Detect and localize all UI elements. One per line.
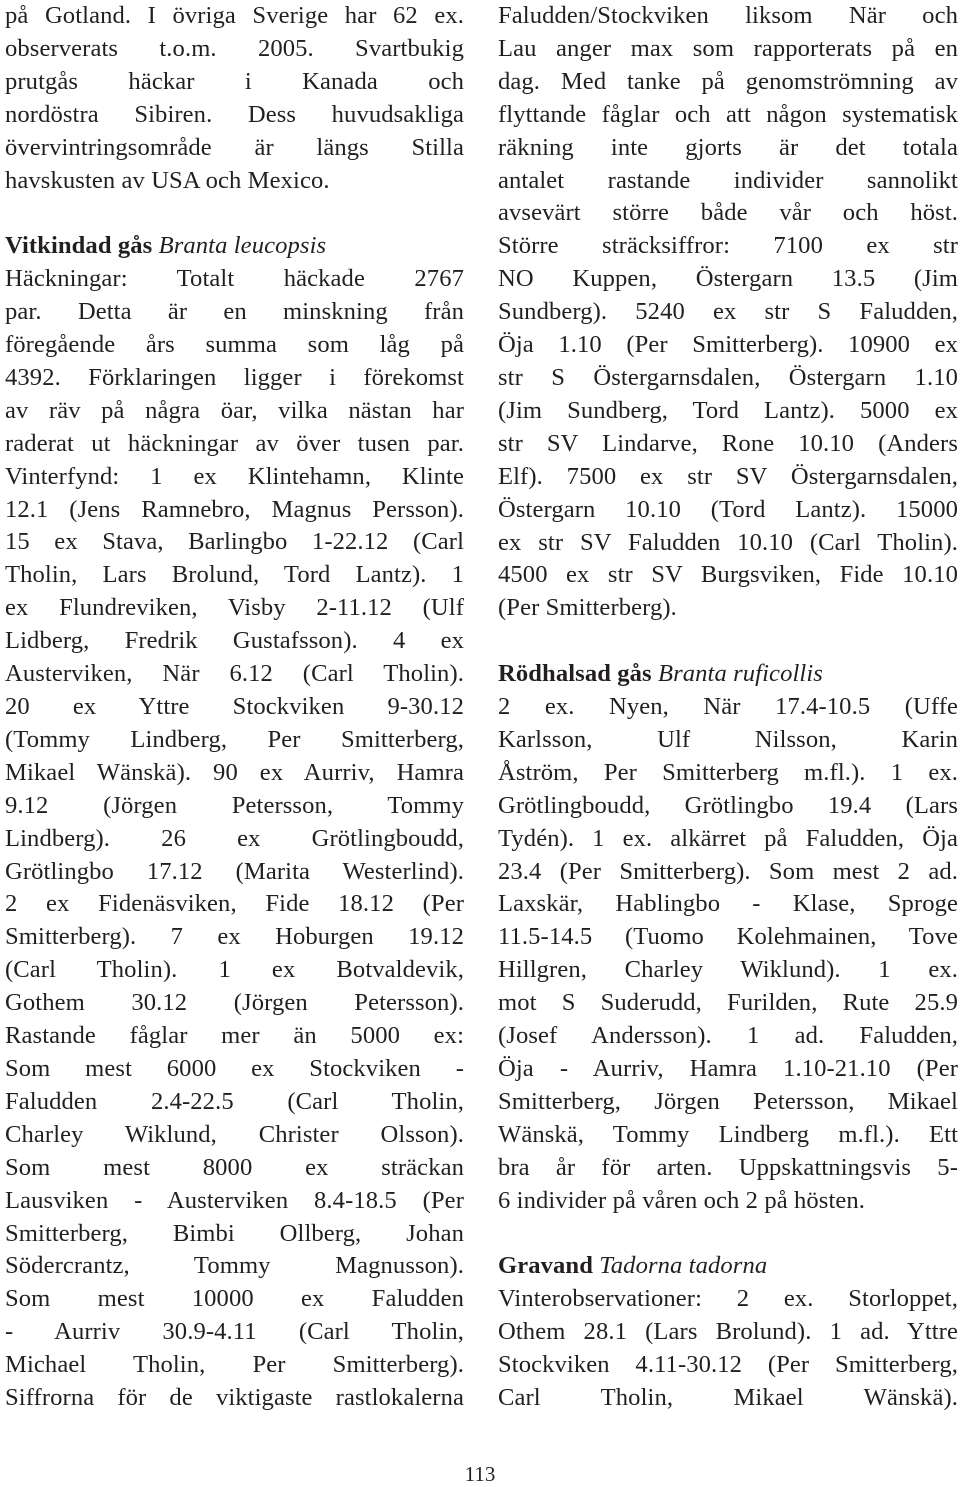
- text-line: Häckningar: Totalt häckade 2767: [5, 265, 464, 293]
- species-heading-gravand: [498, 1250, 958, 1283]
- text-line: 9.12 (Jörgen Petersson, Tommy: [5, 791, 464, 819]
- text-line: Faludden 2.4-22.5 (Carl Tholin,: [5, 1087, 464, 1115]
- text-line: Laxskär, Hablingbo - Klase, Sproge: [498, 890, 958, 918]
- text-line: Lidberg, Fredrik Gustafsson). 4 ex: [5, 627, 464, 655]
- text-line: föregående års summa som låg på: [5, 331, 464, 359]
- text-line: Othem 28.1 (Lars Brolund). 1 ad. Yttre: [498, 1318, 958, 1346]
- text-line: Karlsson, Ulf Nilsson, Karin: [498, 725, 958, 753]
- text-line: havskusten av USA och Mexico.: [5, 166, 330, 194]
- text-line: Smitterberg, Bimbi Ollberg, Johan: [5, 1219, 464, 1247]
- text-line: Wänskä, Tommy Lindberg m.fl.). Ett: [498, 1120, 958, 1148]
- text-line: par. Detta är en minskning från: [5, 298, 464, 326]
- text-line: (Tommy Lindberg, Per Smitterberg,: [5, 725, 464, 753]
- text-line: 2 ex. Nyen, När 17.4-10.5 (Uffe: [498, 693, 958, 721]
- text-line: nordöstra Sibiren. Dess huvudsakliga: [5, 100, 464, 128]
- text-line: 11.5-14.5 (Tuomo Kolehmainen, Tove: [498, 923, 958, 951]
- text-line: antalet rastande individer sannolikt: [498, 166, 958, 194]
- text-line: Större sträcksiffror: 7100 ex str: [498, 232, 958, 260]
- text-line: Åström, Per Smitterberg m.fl.). 1 ex.: [498, 758, 958, 786]
- text-line: 4500 ex str SV Burgsviken, Fide 10.10: [498, 561, 958, 589]
- text-line: 20 ex Yttre Stockviken 9-30.12: [5, 693, 464, 721]
- text-line: avsevärt större både vår och höst.: [498, 199, 958, 227]
- paragraph-gap: [498, 625, 958, 658]
- text-line: Gothem 30.12 (Jörgen Petersson).: [5, 989, 464, 1017]
- paragraph-gap: [5, 197, 464, 230]
- text-line: Tholin, Lars Brolund, Tord Lantz). 1: [5, 561, 464, 589]
- text-line: Som mest 8000 ex sträckan: [5, 1153, 464, 1181]
- text-line: (Carl Tholin). 1 ex Botvaldevik,: [5, 956, 464, 984]
- text-line: räkning inte gjorts är det totala: [498, 133, 958, 161]
- species-latin-name: Branta ruficollis: [657, 660, 823, 688]
- text-line: Tydén). 1 ex. alkärret på Faludden, Öja: [498, 824, 958, 852]
- species-text-gravand: [498, 1283, 958, 1415]
- species-name: Vitkindad gås: [5, 232, 153, 260]
- page-number: 113: [464, 1462, 496, 1486]
- species-text-rodhalsad-gas: [498, 691, 958, 1218]
- text-line: Charley Wiklund, Christer Olsson).: [5, 1120, 464, 1148]
- text-line: Vinterfynd: 1 ex Klintehamn, Klinte: [5, 462, 464, 490]
- text-line: Öja 1.10 (Per Smitterberg). 10900 ex: [498, 331, 958, 359]
- text-line: Siffrorna för de viktigaste rastlokalerna: [5, 1384, 464, 1412]
- text-line: Som mest 10000 ex Faludden: [5, 1285, 464, 1313]
- species-name: Gravand: [498, 1252, 593, 1280]
- text-line: Sundberg). 5240 ex str S Faludden,: [498, 298, 958, 326]
- text-line: Smitterberg, Jörgen Petersson, Mikael: [498, 1087, 958, 1115]
- text-line: str SV Lindarve, Rone 10.10 (Anders: [498, 429, 958, 457]
- text-line: Som mest 6000 ex Stockviken -: [5, 1054, 464, 1082]
- text-line: bra år för arten. Uppskattningsvis 5-: [498, 1153, 958, 1181]
- text-line: mot S Suderudd, Furilden, Rute 25.9: [498, 989, 958, 1017]
- text-line: ex str SV Faludden 10.10 (Carl Tholin).: [498, 528, 958, 556]
- intro-paragraph: [5, 0, 464, 197]
- right-column: [498, 0, 958, 1415]
- text-line: 4392. Förklaringen ligger i förekomst: [5, 363, 464, 391]
- text-line: Elf). 7500 ex str SV Östergarnsdalen,: [498, 462, 958, 490]
- text-line: (Josef Andersson). 1 ad. Faludden,: [498, 1022, 958, 1050]
- species-heading-vitkindad-gas: [5, 230, 464, 263]
- text-line: 2 ex Fidenäsviken, Fide 18.12 (Per: [5, 890, 464, 918]
- text-line: flyttande fåglar och att någon systematisk: [498, 100, 958, 128]
- text-line: - Aurriv 30.9-4.11 (Carl Tholin,: [5, 1318, 464, 1346]
- text-line: Stockviken 4.11-30.12 (Per Smitterberg,: [498, 1351, 958, 1379]
- text-line: Öja - Aurriv, Hamra 1.10-21.10 (Per: [498, 1054, 958, 1082]
- text-line: Austerviken, När 6.12 (Carl Tholin).: [5, 660, 464, 688]
- species-text-vitkindad-gas: [5, 263, 464, 1415]
- text-line: Grötlingbo 17.12 (Marita Westerlind).: [5, 857, 464, 885]
- text-line: ex Flundreviken, Visby 2-11.12 (Ulf: [5, 594, 464, 622]
- text-line: Grötlingboudd, Grötlingbo 19.4 (Lars: [498, 791, 958, 819]
- text-line: prutgås häckar i Kanada och: [5, 67, 464, 95]
- text-line: NO Kuppen, Östergarn 13.5 (Jim: [498, 265, 958, 293]
- text-line: Lau anger max som rapporterats på en: [498, 34, 958, 62]
- text-line: Michael Tholin, Per Smitterberg).: [5, 1351, 464, 1379]
- text-line: (Jim Sundberg, Tord Lantz). 5000 ex: [498, 396, 958, 424]
- left-column: [5, 0, 464, 1415]
- text-line: Carl Tholin, Mikael Wänskä).: [498, 1384, 958, 1412]
- text-line: Rastande fåglar mer än 5000 ex:: [5, 1022, 464, 1050]
- text-line: observerats t.o.m. 2005. Svartbukig: [5, 34, 464, 62]
- text-line: av räv på några öar, vilka nästan har: [5, 396, 464, 424]
- text-line: (Per Smitterberg).: [498, 594, 677, 622]
- text-line: 12.1 (Jens Ramnebro, Magnus Persson).: [5, 495, 464, 523]
- species-heading-rodhalsad-gas: [498, 658, 958, 691]
- text-line: raderat ut häckningar av över tusen par.: [5, 429, 464, 457]
- paragraph-gap: [498, 1218, 958, 1251]
- text-line: Östergarn 10.10 (Tord Lantz). 15000: [498, 495, 958, 523]
- text-line: Vinterobservationer: 2 ex. Storloppet,: [498, 1285, 958, 1313]
- text-line: str S Östergarnsdalen, Östergarn 1.10: [498, 363, 958, 391]
- text-line: Faludden/Stockviken liksom När och: [498, 2, 958, 29]
- text-line: Lindberg). 26 ex Grötlingboudd,: [5, 824, 464, 852]
- continued-paragraph: [498, 0, 958, 625]
- species-latin-name: Branta leucopsis: [158, 232, 327, 260]
- text-line: Lausviken - Austerviken 8.4-18.5 (Per: [5, 1186, 464, 1214]
- text-line: Hillgren, Charley Wiklund). 1 ex.: [498, 956, 958, 984]
- text-line: 23.4 (Per Smitterberg). Som mest 2 ad.: [498, 857, 958, 885]
- text-line: övervintringsområde är längs Stilla: [5, 133, 464, 161]
- text-line: Mikael Wänskä). 90 ex Aurriv, Hamra: [5, 758, 464, 786]
- text-line: på Gotland. I övriga Sverige har 62 ex.: [5, 2, 464, 29]
- text-line: 15 ex Stava, Barlingbo 1-22.12 (Carl: [5, 528, 464, 556]
- text-line: Smitterberg). 7 ex Hoburgen 19.12: [5, 923, 464, 951]
- text-line: Södercrantz, Tommy Magnusson).: [5, 1252, 464, 1280]
- text-line: 6 individer på våren och 2 på hösten.: [498, 1186, 866, 1214]
- text-line: dag. Med tanke på genomströmning av: [498, 67, 958, 95]
- species-latin-name: Tadorna tadorna: [599, 1252, 768, 1280]
- species-name: Rödhalsad gås: [498, 660, 652, 688]
